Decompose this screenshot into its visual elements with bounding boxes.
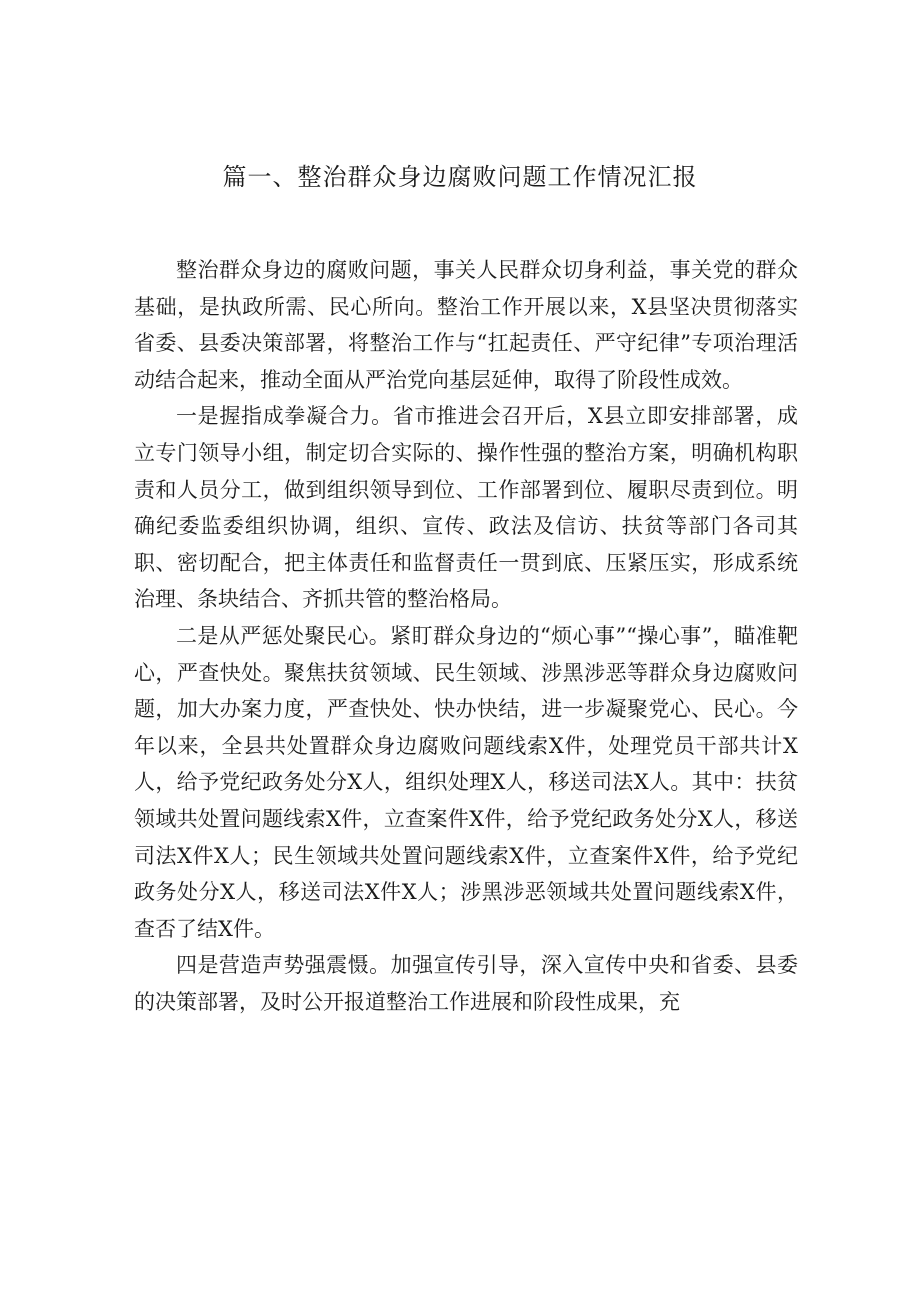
paragraph-point-four: 四是营造声势强震慑。加强宣传引导，深入宣传中央和省委、县委的决策部署，及时公开报道整治工作进展和阶段性成果，充: [134, 953, 798, 1014]
document-title: 篇一、整治群众身边腐败问题工作情况汇报: [222, 163, 698, 191]
document-body: [134, 252, 798, 1020]
paragraph-point-one: 一是握指成拳凝合力。省市推进会召开后，X县立即安排部署，成立专门领导小组，制定切合实际的、操作性强的整治方案，明确机构职责和人员分工，做到组织领导到位、工作部署到位、履职尽责到位。明确纪委监委组织协调，组织、宣传、政法及信访、扶贫等部门各司其职、密切配合，把主体责任和监督责任一贯到底、压紧压实，形成系统治理、条块结合、齐抓共管的整治格局。: [134, 404, 798, 612]
paragraph-intro: 整治群众身边的腐败问题，事关人民群众切身利益，事关党的群众基础，是执政所需、民心所向。整治工作开展以来，X县坚决贯彻落实省委、县委决策部署，将整治工作与“扛起责任、严守纪律”专项治理活动结合起来，推动全面从严治党向基层延伸，取得了阶段性成效。: [134, 258, 798, 392]
paragraph-point-two: 二是从严惩处聚民心。紧盯群众身边的“烦心事”“操心事”，瞄准靶心，严查快处。聚焦扶贫领域、民生领域、涉黑涉恶等群众身边腐败问题，加大办案力度，严查快处、快办快结，进一步凝聚党心、民心。今年以来，全县共处置群众身边腐败问题线索X件，处理党员干部共计X人，给予党纪政务处分X人，组织处理X人，移送司法X人。其中：扶贫领域共处置问题线索X件，立查案件X件，给予党纪政务处分X人，移送司法X件X人；民生领域共处置问题线索X件，立查案件X件，给予党纪政务处分X人，移送司法X件X人；涉黑涉恶领域共处置问题线索X件，查否了结X件。: [134, 623, 798, 941]
